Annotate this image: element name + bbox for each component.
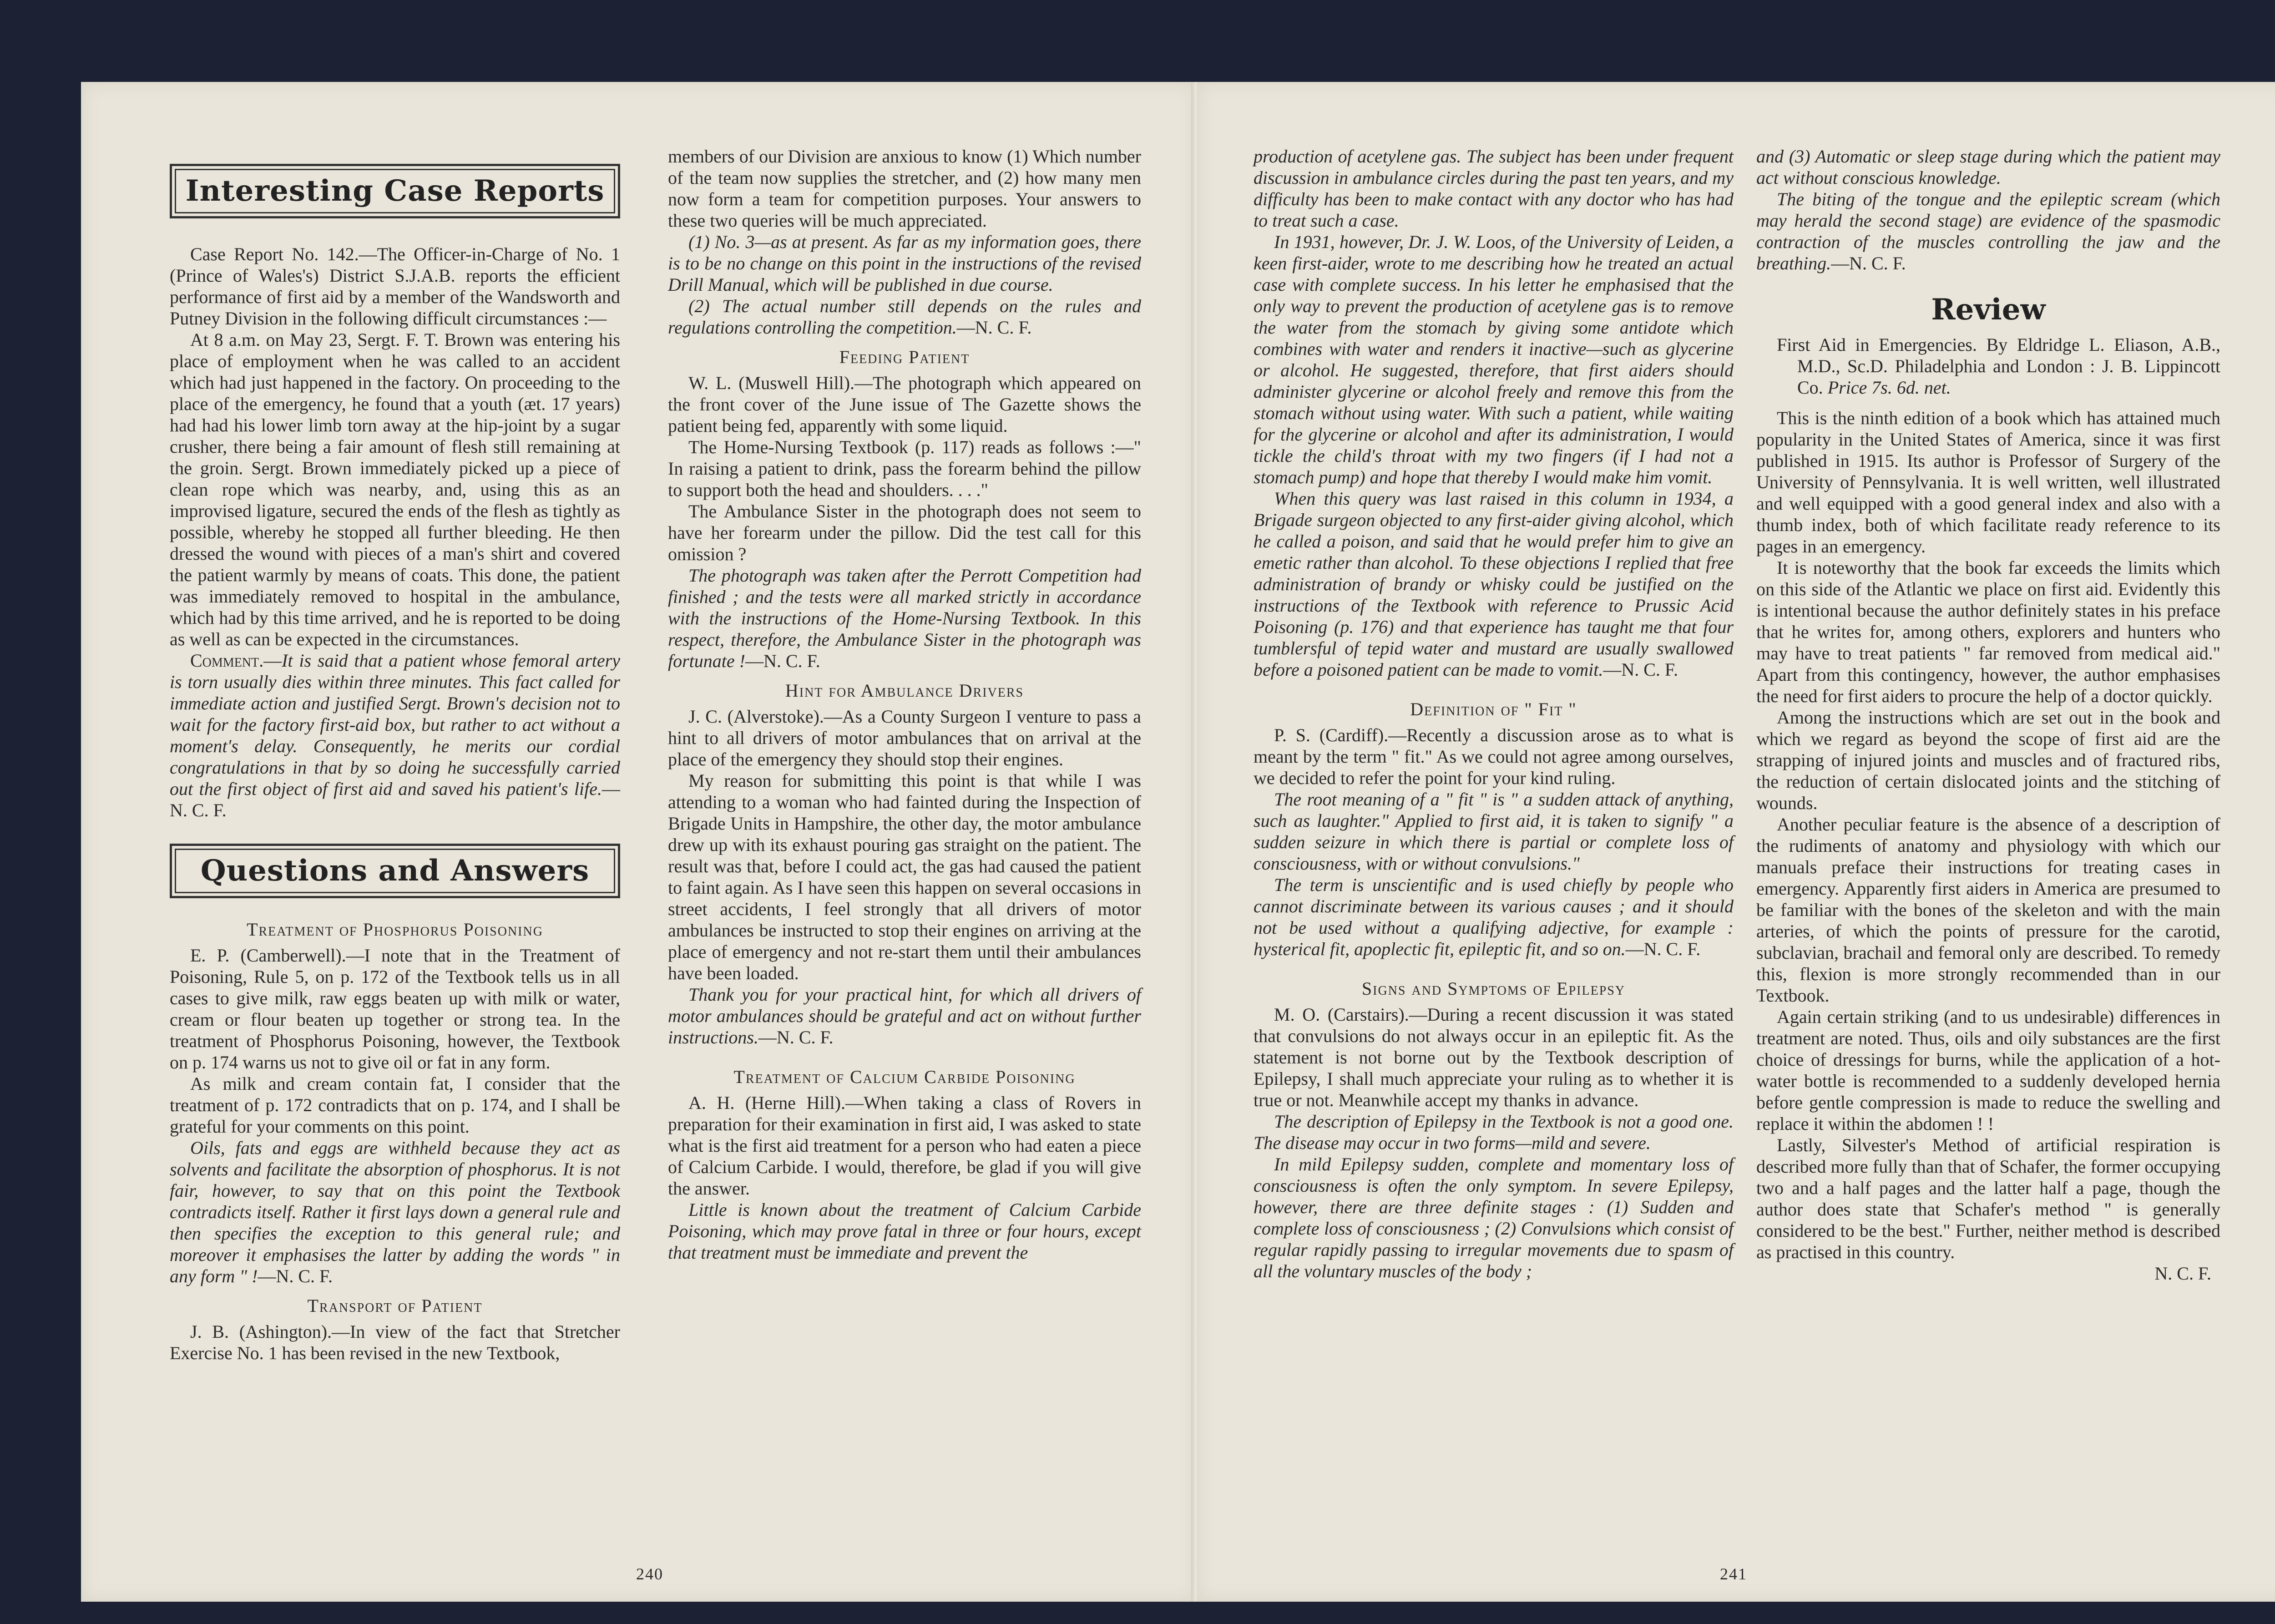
epilepsy-answer-3 <box>1756 188 2220 274</box>
fit-answer-2 <box>1254 874 1734 960</box>
fit-question: P. S. (Cardiff).—Recently a discussion arose as to what is meant by the term " fit." As we could not agree among ourselves, we decided to refer the point for your kind ruling. <box>1254 725 1734 788</box>
phosphorus-question-1: E. P. (Camberwell).—I note that in the Treatment of Poisoning, Rule 5, on p. 172 of the Textbook tells us in all cases to give milk, raw eggs beaten up with milk or water, cream or flour beaten up together or strong tea. In the treatment of Phosphorus Poisoning, however, the Textbook on p. 174 warns us not to give oil or fat in any form. <box>170 945 620 1073</box>
review-paragraph-4: Another peculiar feature is the absence of a description of the rudiments of anatomy and physiology with which our manuals preface their instructions for treating cases in emergency. Apparently first aiders in America are presumed to be familiar with the bones of the skeleton and with the main arteries, of which the points of pressure for the carotid, subclavian, brachail and femoral only are described. To remedy this, flexion is more strongly recommended than in our Textbook. <box>1756 814 2220 1006</box>
epilepsy-question: M. O. (Carstairs).—During a recent discussion it was stated that convulsions do not always occur in an epileptic fit. As the statement is not borne out by the Textbook description of Epilepsy, I shall much appreciate your ruling as to whether it is true or not. Meanwhile accept my thanks in advance. <box>1254 1004 1734 1110</box>
calcium-answer-3-text: When this query was last raised in this column in 1934, a Brigade surgeon objected to any first-aider giving alcohol, which he called a poison, and said that he would prefer him to give an emetic rather than alcohol. To these objections I replied that free administration of brandy or whisky could be justified on the instructions of the Textbook with reference to Prussic Acid Poisoning (p. 176) and that experience has taught me that four tumblersful of tepid water and mustard are usually swallowed before a poisoned patient can be made to vomit. <box>1254 488 1734 680</box>
right-page-column-1 <box>1254 146 1734 1282</box>
case-report-body: At 8 a.m. on May 23, Sergt. F. T. Brown was entering his place of employment when he was called to an accident which had just happened in the factory. On proceeding to the place of the emergency, he found that a youth (æt. 17 years) had had his lower limb torn away at the hip-joint by a sugar crusher, there being a fair amount of flesh still remaining at the groin. Sergt. Brown immediately picked up a piece of clean rope which was nearby, and, using this as an improvised ligature, secured the ends of the flesh as tightly as possible, whereby he stopped all further bleeding. He then dressed the wound with pieces of a man's shirt and covered the patient warmly by means of coats. This done, the patient was immediately removed to hospital in the ambulance, which had by this time arrived, and he is reported to be doing as well as can be expected in the circumstances. <box>170 329 620 649</box>
review-paragraph-2: It is noteworthy that the book far exceeds the limits which on this side of the Atlantic we place on first aid. Evidently this is intentional because the author definitely states in his preface that he writes for, among others, explorers and hunters who may have to treat patients " far removed from medical aid." Apart from this contingency, however, the author emphasises the need for first aiders to procure the help of a doctor quickly. <box>1756 557 2220 706</box>
fit-answer-2-text: The term is unscientific and is used chiefly by people who cannot discriminate between its various causes ; and it should not be used without a qualifying adjective, for example : hysterical fit, apoplectic fit, epileptic fit, and so on. <box>1254 875 1734 959</box>
feeding-question-2: The Home-Nursing Textbook (p. 117) reads as follows :—" In raising a patient to drink, pass the forearm behind the pillow to support both the head and shoulders. . . ." <box>668 437 1141 500</box>
interesting-case-reports-title: Interesting Case Reports <box>175 169 615 213</box>
interesting-case-reports-box <box>170 164 620 218</box>
transport-answer-1: (1) No. 3—as at present. As far as my information goes, there is to be no change on this point in the instructions of the revised Drill Manual, which will be published in due course. <box>668 232 1141 295</box>
review-price: Price 7s. 6d. net. <box>1827 377 1951 398</box>
left-page <box>81 82 1197 1602</box>
review-signature: N. C. F. <box>2154 1263 2211 1284</box>
epilepsy-heading: Signs and Symptoms of Epilepsy <box>1361 978 1626 999</box>
page-number-right: 241 <box>1720 1565 1747 1583</box>
hint-answer-text: Thank you for your practical hint, for which all drivers of motor ambulances should be grateful and act on without further instructions. <box>668 984 1141 1047</box>
epilepsy-answer-1: The description of Epilepsy in the Textbook is not a good one. The disease may occur in two forms—mild and severe. <box>1254 1111 1734 1153</box>
calcium-heading: Treatment of Calcium Carbide Poisoning <box>733 1067 1076 1087</box>
epilepsy-answer-2: In mild Epilepsy sudden, complete and momentary loss of consciousness is often the only symptom. In severe Epilepsy, however, there are three definite stages : (1) Sudden and complete loss of consciousness ; (2) Convulsions which consist of regular rapidly passing to irregular movements due to spasm of all the voluntary muscles of the body ; <box>1254 1154 1734 1281</box>
phosphorus-heading: Treatment of Phosphorus Poisoning <box>247 919 543 940</box>
feeding-question-1: W. L. (Muswell Hill).—The photograph which appeared on the front cover of the June issue of The Gazette shows the patient being fed, apparently with some liquid. <box>668 373 1141 436</box>
calcium-answer-3 <box>1254 488 1734 680</box>
case-report-intro: Case Report No. 142.—The Officer-in-Charge of No. 1 (Prince of Wales's) District S.J.A.B. reports the efficient performance of first aid by a member of the Wandsworth and Putney Division in the following difficult circumstances :— <box>170 244 620 329</box>
right-page-column-2 <box>1756 146 2220 1284</box>
left-page-column-2 <box>668 146 1141 1263</box>
review-paragraph-1: This is the ninth edition of a book which has attained much popularity in the United States of America, since it was first published in 1915. Its author is Professor of Surgery of the University of Pennsylvania. It is well written, well illustrated and well equipped with a good general index and also with a thumb index, both of which facilitate ready reference to its pages in an emergency. <box>1756 408 2220 557</box>
hint-signature: —N. C. F. <box>758 1027 834 1047</box>
review-title: Review <box>1931 293 2046 327</box>
fit-signature: —N. C. F. <box>1625 939 1701 959</box>
transport-question-cont: members of our Division are anxious to know (1) Which number of the team now supplies the stretcher, and (2) how many men now form a team for competition purposes. Your answers to these two queries will be much appreciated. <box>668 146 1141 231</box>
phosphorus-question-2: As milk and cream contain fat, I consider that the treatment of p. 172 contradicts that on p. 174, and I shall be grateful for your comments on this point. <box>170 1073 620 1137</box>
fit-heading: Definition of " Fit " <box>1410 699 1577 719</box>
review-paragraph-3: Among the instructions which are set out in the book and which we regard as beyond the scope of first aid are the strapping of injured joints and muscles and of fractured ribs, the reduction of certain dislocated joints and the stitching of wounds. <box>1756 707 2220 813</box>
feeding-answer-text: The photograph was taken after the Perrott Competition had finished ; and the tests were all marked strictly in accordance with the instructions of the Home-Nursing Textbook. In this respect, therefore, the Ambulance Sister in the photograph was fortunate ! <box>668 565 1141 671</box>
transport-heading: Transport of Patient <box>307 1295 483 1316</box>
review-book-details <box>1756 334 2220 398</box>
hint-answer <box>668 984 1141 1048</box>
calcium-question: A. H. (Herne Hill).—When taking a class of Rovers in preparation for their examination in first aid, I was asked to state what is the first aid treatment for a person who had eaten a piece of Calcium Carbide. I would, therefore, be glad if you will give the answer. <box>668 1093 1141 1199</box>
fit-answer-1: The root meaning of a " fit " is " a sudden attack of anything, such as laughter." Applied to first aid, it is taken to signify " a sudden seizure in which there is partial or complete loss of consciousness, with or without convulsions." <box>1254 789 1734 874</box>
transport-answer-2 <box>668 295 1141 338</box>
review-paragraph-6: Lastly, Silvester's Method of artificial respiration is described more fully than that of Schafer, the former occupying two and a half pages and the latter half a page, though the author does state that Schafer's method " is generally considered to be the best." Further, neither method is described as practised in this country. <box>1756 1135 2220 1262</box>
hint-heading: Hint for Ambulance Drivers <box>785 680 1024 701</box>
transport-question: J. B. (Ashington).—In view of the fact that Stretcher Exercise No. 1 has been revised in the new Textbook, <box>170 1321 620 1363</box>
comment-signature: —N. C. F. <box>170 779 620 820</box>
transport-signature: —N. C. F. <box>956 317 1032 338</box>
phosphorus-answer <box>170 1137 620 1287</box>
page-number-left: 240 <box>636 1565 663 1583</box>
questions-answers-title: Questions and Answers <box>175 849 615 893</box>
epilepsy-answer-cont: and (3) Automatic or sleep stage during which the patient may act without conscious knowledge. <box>1756 146 2220 188</box>
epilepsy-signature: —N. C. F. <box>1831 253 1906 273</box>
case-report-comment <box>170 650 620 821</box>
right-page <box>1197 82 2275 1602</box>
calcium-answer-2: In 1931, however, Dr. J. W. Loos, of the University of Leiden, a keen first-aider, wrote to me describing how he treated an actual case with complete success. In his letter he emphasised that the only way to prevent the production of acetylene gas is to remove the water from the stomach by giving some antidote which combines with water and renders it inactive—such as glycerine or alcohol. He suggested, therefore, that first aiders should administer glycerine or alcohol freely and remove this from the stomach without using water. With such a patient, while waiting for the glycerine or alcohol and after its administration, I would tickle the child's throat with my two fingers (if I had not a stomach pump) and hope that thereby I would make him vomit. <box>1254 232 1734 487</box>
transport-answer-2-text: (2) The actual number still depends on the rules and regulations controlling the competition. <box>668 296 1141 338</box>
comment-lead: Comment.— <box>190 650 282 671</box>
calcium-signature: —N. C. F. <box>1603 659 1678 680</box>
feeding-heading: Feeding Patient <box>839 347 970 367</box>
review-book-text: First Aid in Emergencies. By Eldridge L. Eliason, A.B., M.D., Sc.D. Philadelphia and London : J. B. Lippincott Co. <box>1777 334 2220 398</box>
phosphorus-answer-text: Oils, fats and eggs are withheld because they act as solvents and facilitate the absorption of phosphorus. It is not fair, however, to say that on this point the Textbook contradicts itself. Rather it first lays down a general rule and then specifies the exception to this general rule; and moreover it emphasises the latter by adding the words " in any form " ! <box>170 1138 620 1286</box>
comment-text: It is said that a patient whose femoral artery is torn usually dies within three minutes. This fact called for immediate action and justified Sergt. Brown's decision not to wait for the factory first-aid box, but rather to act without a moment's delay. Consequently, he merits our cordial congratulations in that by so doing he successfully carried out the first object of first aid and saved his patient's life. <box>170 650 620 799</box>
left-page-column-1 <box>170 155 620 1364</box>
hint-question-1: J. C. (Alverstoke).—As a County Surgeon I venture to pass a hint to all drivers of motor ambulances that on arrival at the place of the emergency they should stop their engines. <box>668 706 1141 769</box>
calcium-answer-cont: production of acetylene gas. The subject has been under frequent discussion in ambulance circles during the past ten years, and my difficulty has been to make contact with any doctor who has had to treat such a case. <box>1254 146 1734 231</box>
review-paragraph-5: Again certain striking (and to us undesirable) differences in treatment are noted. Thus, oils and oily substances are the first choice of dressings for burns, while the application of a hot-water bottle is recommended to a suddenly developed hernia before gentle compression is made to reduce the swelling and replace it within the abdomen ! ! <box>1756 1007 2220 1134</box>
feeding-answer <box>668 565 1141 672</box>
phosphorus-signature: —N. C. F. <box>258 1266 333 1286</box>
hint-question-2: My reason for submitting this point is that while I was attending to a woman who had fainted during the Inspection of Brigade Units in Hampshire, the other day, the motor ambulance drew up with its exhaust pouring gas straight on the patient. The result was that, before I could act, the gas had caused the patient to faint again. As I have seen this happen on several occasions in street accidents, I feel strongly that all drivers of motor ambulances be instructed to stop their engines on arriving at the place of emergency and not re-start them until their ambulances have been loaded. <box>668 770 1141 983</box>
feeding-signature: —N. C. F. <box>745 651 820 671</box>
feeding-question-3: The Ambulance Sister in the photograph does not seem to have her forearm under the pillow. Did the test call for this omission ? <box>668 501 1141 564</box>
questions-answers-box <box>170 844 620 898</box>
epilepsy-answer-3-text: The biting of the tongue and the epileptic scream (which may herald the second stage) are evidence of the spasmodic contraction of the muscles controlling the jaw and the breathing. <box>1756 189 2220 273</box>
calcium-answer: Little is known about the treatment of Calcium Carbide Poisoning, which may prove fatal in three or four hours, except that treatment must be immediate and prevent the <box>668 1199 1141 1263</box>
